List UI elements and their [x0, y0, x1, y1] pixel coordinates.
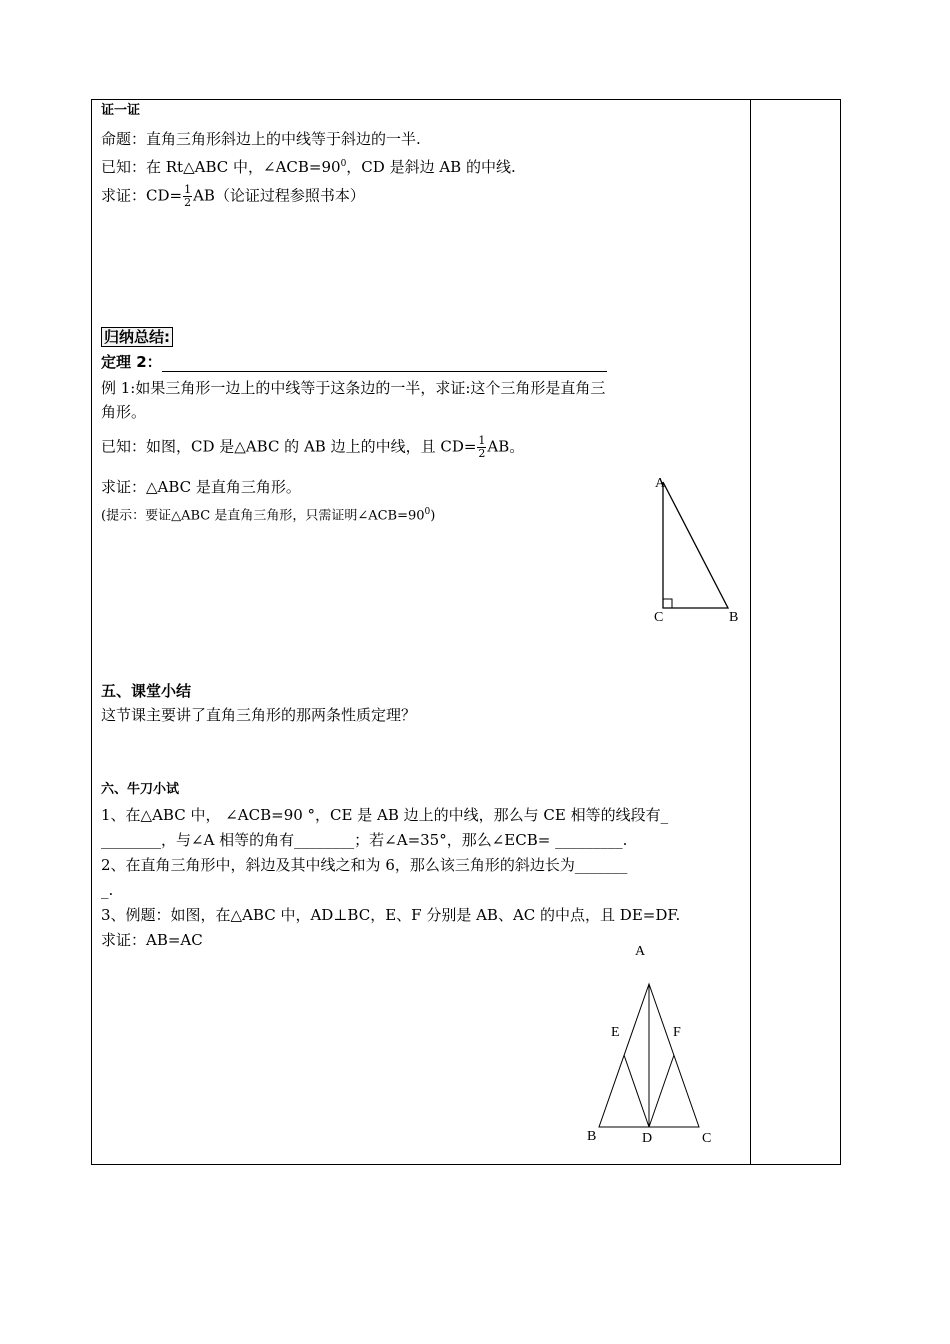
- prove-suffix: AB（论证过程参照书本）: [193, 186, 365, 205]
- vertex-c-label: C: [654, 610, 664, 625]
- question-3-line-2: 求证：AB=AC: [101, 931, 203, 949]
- fraction-numerator: 1: [184, 183, 192, 196]
- summary-heading: [101, 327, 173, 347]
- theorem-blank: [162, 357, 607, 372]
- segment-de: [624, 1055, 649, 1127]
- degree-sup: 0: [340, 159, 347, 169]
- right-triangle-figure: [645, 470, 745, 630]
- question-2-line-2: _.: [101, 881, 114, 899]
- vertex-a-label-2: A: [635, 944, 646, 959]
- vertex-c-label-2: C: [702, 1131, 712, 1146]
- vertex-b-label-2: B: [587, 1129, 597, 1144]
- section-heading-proof: 证一证: [101, 103, 141, 118]
- proposition-text: 命题：直角三角形斜边上的中线等于斜边的一半.: [101, 130, 421, 148]
- question-1-line-2: ________，与∠A 相等的角有________；若∠A=35°，那么∠ECB= _________.: [101, 831, 628, 849]
- fraction-denominator: 2: [184, 196, 192, 209]
- hint-degree-sup: 0: [424, 507, 431, 517]
- right-angle-mark: [663, 599, 672, 608]
- fraction-numerator-2: 1: [478, 434, 486, 447]
- hint-text: [101, 502, 435, 526]
- section-5-question: 这节课主要讲了直角三角形的那两条性质定理？: [101, 706, 417, 724]
- prove-prefix: 求证：CD=: [101, 186, 183, 205]
- hint-suffix: ): [430, 508, 436, 524]
- table-column-divider: [750, 99, 751, 1165]
- example-1-line-2: 角形。: [101, 403, 147, 421]
- example-1-line-1: 例 1:如果三角形一边上的中线等于这条边的一半，求证:这个三角形是直角三: [101, 379, 606, 397]
- question-3-line-1: 3、例题：如图，在△ABC 中，AD⊥BC，E、F 分别是 AB、AC 的中点，且 DE=DF.: [101, 906, 681, 924]
- prove-text: [101, 184, 365, 209]
- example-given-suffix: AB。: [487, 437, 525, 456]
- triangle-abc: [663, 482, 728, 608]
- point-e-label: E: [611, 1025, 620, 1040]
- example-given: [101, 435, 524, 460]
- fraction-half: [183, 184, 192, 209]
- given-suffix: ，CD 是斜边 AB 的中线.: [346, 158, 516, 176]
- point-f-label: F: [673, 1025, 681, 1040]
- vertex-b-label: B: [729, 610, 739, 625]
- given-text: [101, 154, 516, 177]
- theorem-label: 定理 2：: [101, 353, 162, 371]
- segment-df: [649, 1055, 674, 1127]
- example-given-prefix: 已知：如图，CD 是△ABC 的 AB 边上的中线，且 CD=: [101, 437, 477, 456]
- given-prefix: 已知：在 Rt△ABC 中，∠ACB=90: [101, 158, 341, 176]
- question-1-line-1: 1、在△ABC 中， ∠ACB=90 °，CE 是 AB 边上的中线，那么与 CE 相等的线段有_: [101, 806, 669, 824]
- question-2-line-1: 2、在直角三角形中，斜边及其中线之和为 6，那么该三角形的斜边长为_______: [101, 856, 628, 874]
- theorem-2-line: [101, 352, 607, 372]
- fraction-denominator-2: 2: [478, 447, 486, 460]
- summary-heading-box: 归纳总结:: [101, 327, 173, 347]
- point-d-label: D: [642, 1131, 653, 1146]
- vertex-a-label: A: [655, 476, 666, 491]
- section-5-heading: 五、课堂小结: [101, 682, 192, 700]
- isosceles-triangle-figure: [580, 935, 730, 1150]
- section-6-heading: 六、牛刀小试: [101, 782, 180, 797]
- fraction-half-2: [477, 435, 486, 460]
- example-prove: 求证：△ABC 是直角三角形。: [101, 478, 301, 496]
- hint-prefix: (提示：要证△ABC 是直角三角形，只需证明∠ACB=90: [101, 508, 425, 524]
